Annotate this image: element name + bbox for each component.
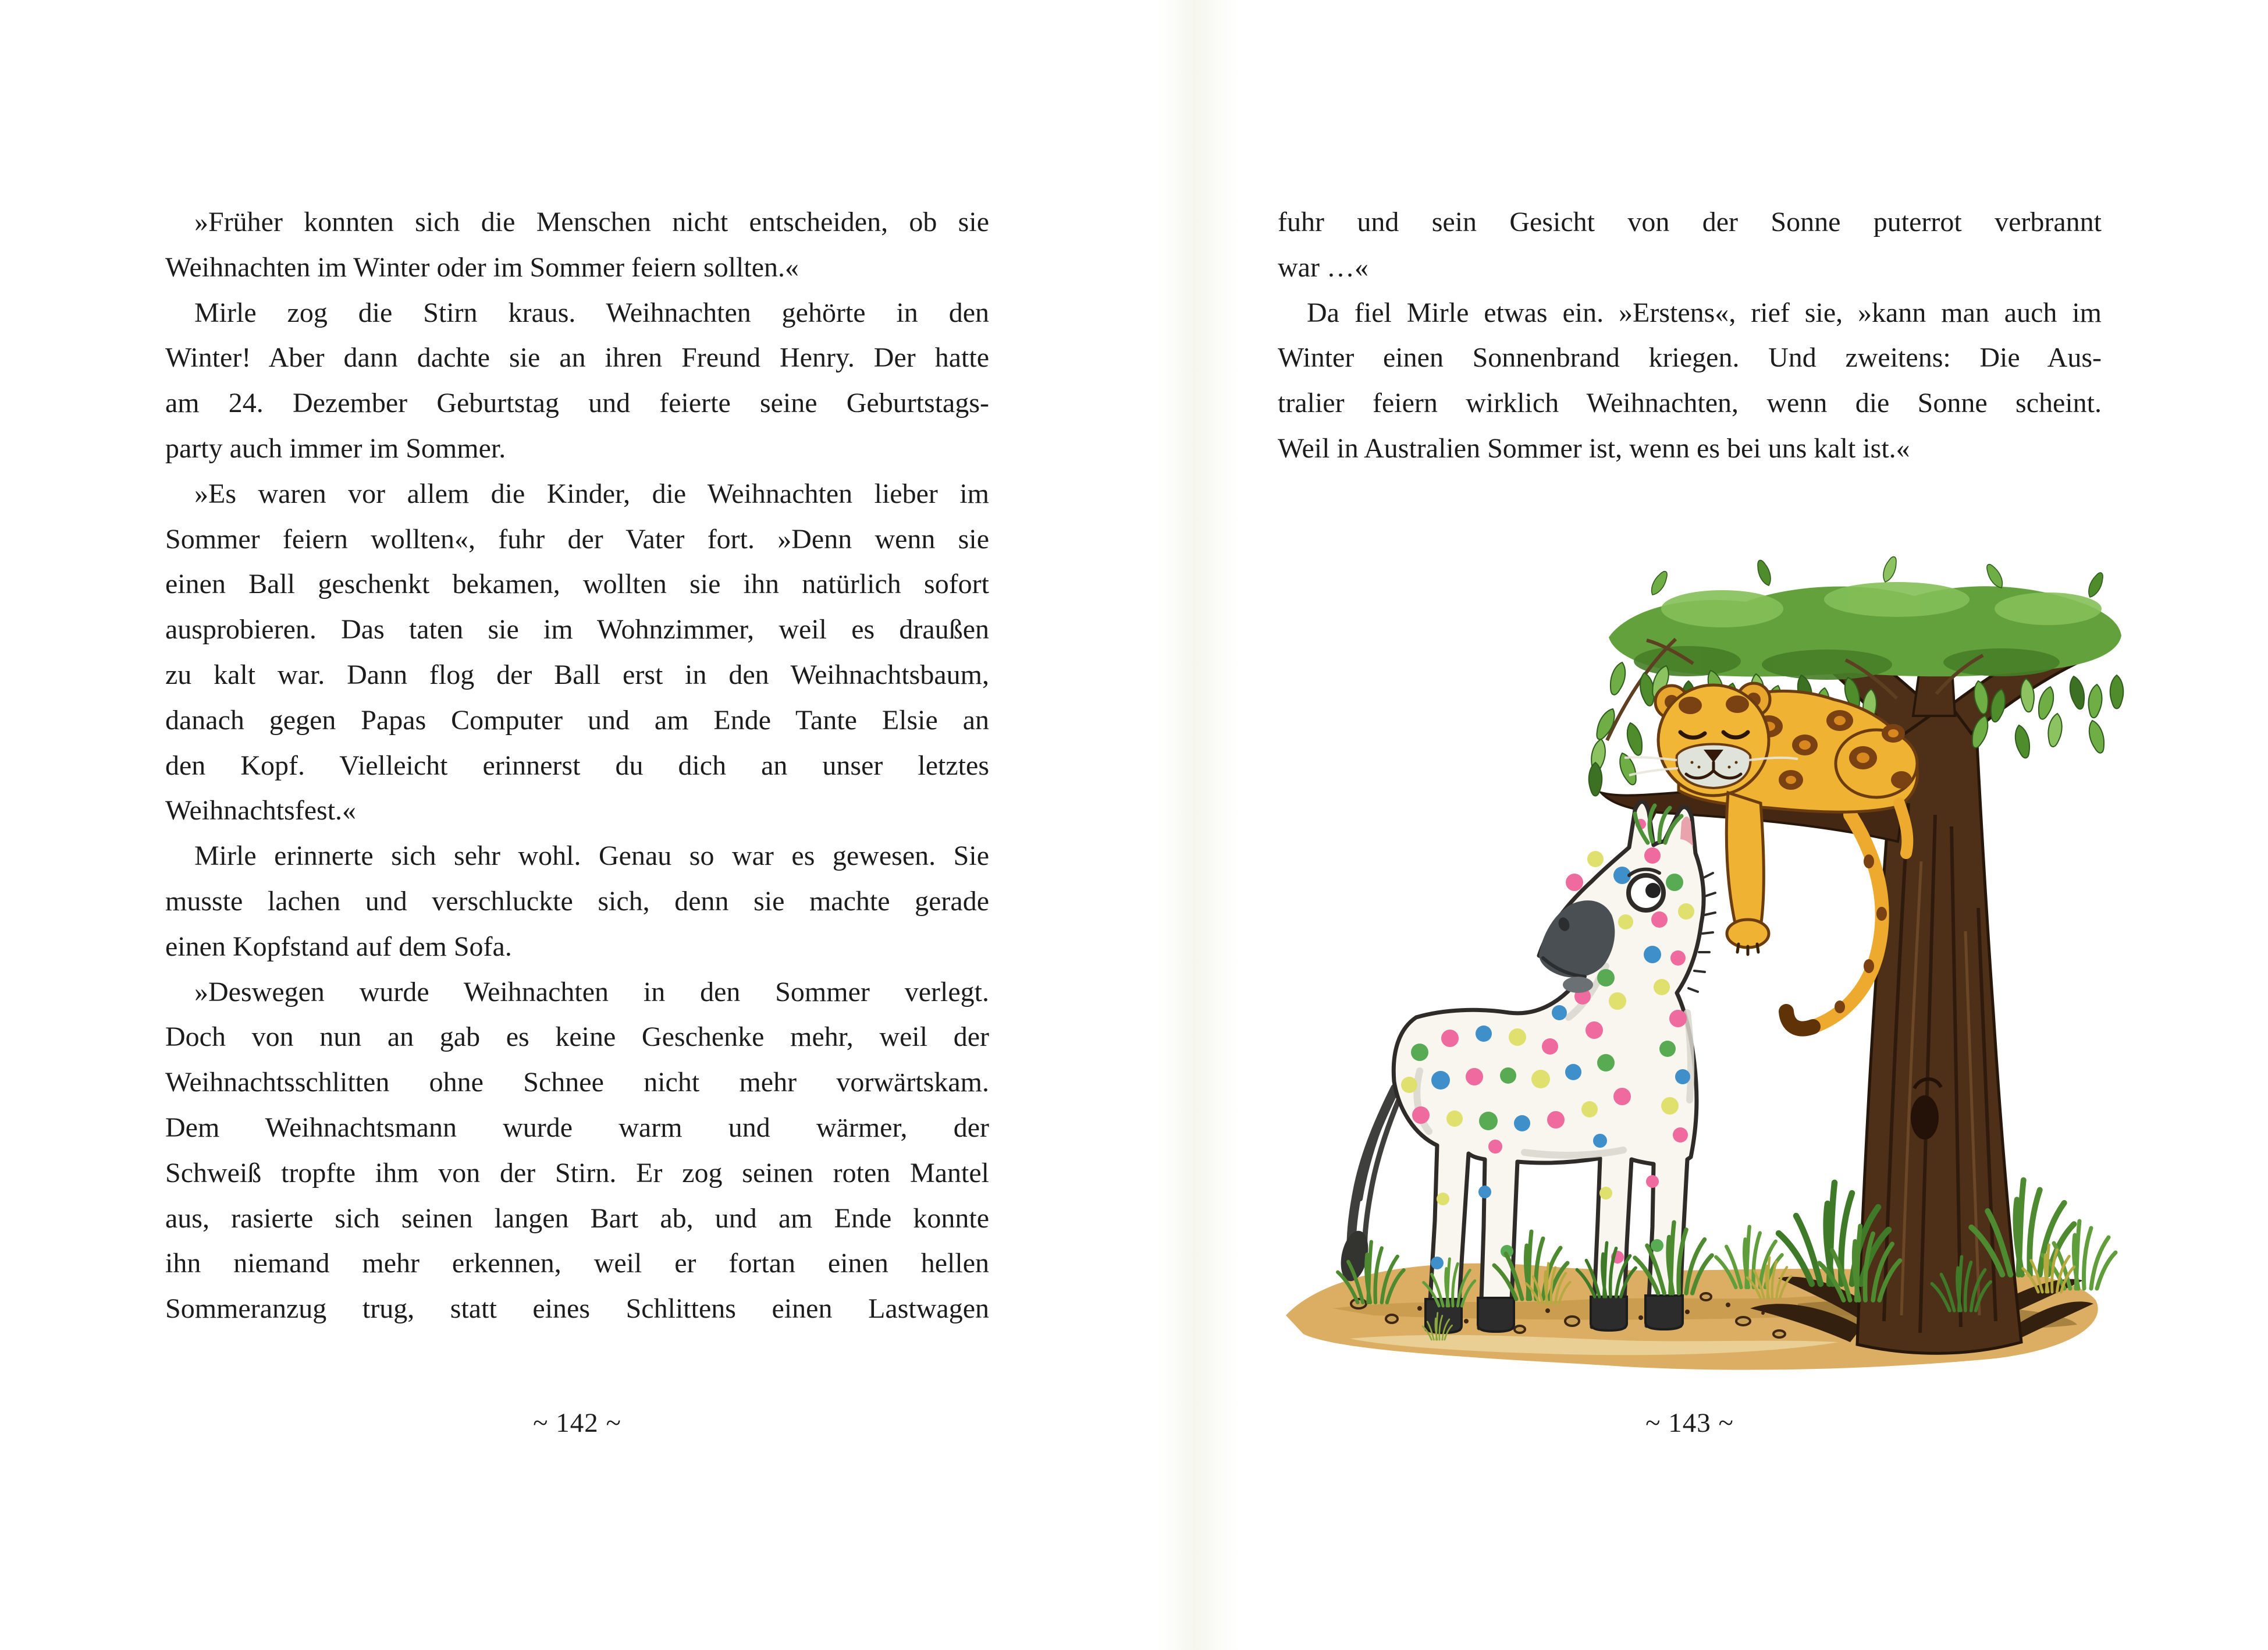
text-line: »Deswegen wurde Weihnachten in den Sommer verlegt. bbox=[194, 976, 989, 1007]
text-line: »Früher konnten sich die Menschen nicht entscheiden, ob sie bbox=[194, 207, 989, 237]
text-line: einen Ball geschenkt bekamen, wollten sie ihn natürlich sofort bbox=[165, 569, 989, 600]
text-line: aus, rasierte sich seinen langen Bart ab, und am Ende konnte bbox=[165, 1202, 989, 1234]
text-line: Weihnachtsschlitten ohne Schnee nicht mehr vorwärtskam. bbox=[165, 1067, 989, 1098]
page-number-right: ~ 143 ~ bbox=[1645, 1408, 1734, 1438]
text-line: tralier feiern wirklich Weihnachten, wenn die Sonne scheint. bbox=[1278, 388, 2102, 419]
left-page-text-block bbox=[165, 200, 989, 1332]
text-line: Doch von nun an gab es keine Geschenke mehr, weil der bbox=[165, 1021, 989, 1053]
text-line: Da fiel Mirle etwas ein. »Erstens«, rief sie, »kann man auch im bbox=[1307, 297, 2102, 328]
text-line: Winter! Aber dann dachte sie an ihren Freund Henry. Der hatte bbox=[165, 342, 989, 374]
text-line: den Kopf. Vielleicht erinnerst du dich an unser letztes bbox=[165, 750, 989, 781]
text-line: einen Kopfstand auf dem Sofa. bbox=[165, 931, 512, 962]
text-line: Weihnachtsfest.« bbox=[165, 795, 357, 826]
right-page-text-block bbox=[1278, 200, 2102, 471]
text-line: Schweiß tropfte ihm von der Stirn. Er zog seinen roten Mantel bbox=[165, 1157, 989, 1188]
page-number-left: ~ 142 ~ bbox=[533, 1408, 621, 1438]
text-line: zu kalt war. Dann flog der Ball erst in den Weihnachtsbaum, bbox=[165, 659, 989, 690]
text-line: Weihnachten im Winter oder im Sommer feiern sollten.« bbox=[165, 251, 799, 283]
text-line: musste lachen und verschluckte sich, denn sie machte gerade bbox=[165, 885, 989, 917]
text-line: am 24. Dezember Geburtstag und feierte seine Geburtstags- bbox=[165, 388, 989, 419]
zebra-leopard-illustration bbox=[1245, 489, 2130, 1374]
text-line: ausprobieren. Das taten sie im Wohnzimmer, weil es draußen bbox=[165, 614, 989, 645]
text-line: Mirle erinnerte sich sehr wohl. Genau so war es gewesen. Sie bbox=[194, 840, 989, 872]
text-line: party auch immer im Sommer. bbox=[165, 432, 506, 464]
text-line: fuhr und sein Gesicht von der Sonne puterrot verbrannt bbox=[1278, 207, 2102, 237]
page-gutter-shadow bbox=[1158, 0, 1239, 1650]
text-line: war …« bbox=[1278, 251, 1368, 283]
text-line: Sommeranzug trug, statt eines Schlittens einen Lastwagen bbox=[165, 1293, 989, 1325]
text-line: Sommer feiern wollten«, fuhr der Vater fort. »Denn wenn sie bbox=[165, 523, 989, 555]
text-line: Winter einen Sonnenbrand kriegen. Und zweitens: Die Aus- bbox=[1278, 342, 2102, 374]
text-line: danach gegen Papas Computer und am Ende Tante Elsie an bbox=[165, 704, 989, 736]
text-line: Weil in Australien Sommer ist, wenn es bei uns kalt ist.« bbox=[1278, 432, 1910, 464]
text-line: Dem Weihnachtsmann wurde warm und wärmer, der bbox=[165, 1112, 989, 1143]
text-line: ihn niemand mehr erkennen, weil er fortan einen hellen bbox=[165, 1248, 989, 1279]
text-line: »Es waren vor allem die Kinder, die Weihnachten lieber im bbox=[194, 478, 989, 509]
text-line: Mirle zog die Stirn kraus. Weihnachten gehörte in den bbox=[194, 297, 989, 328]
